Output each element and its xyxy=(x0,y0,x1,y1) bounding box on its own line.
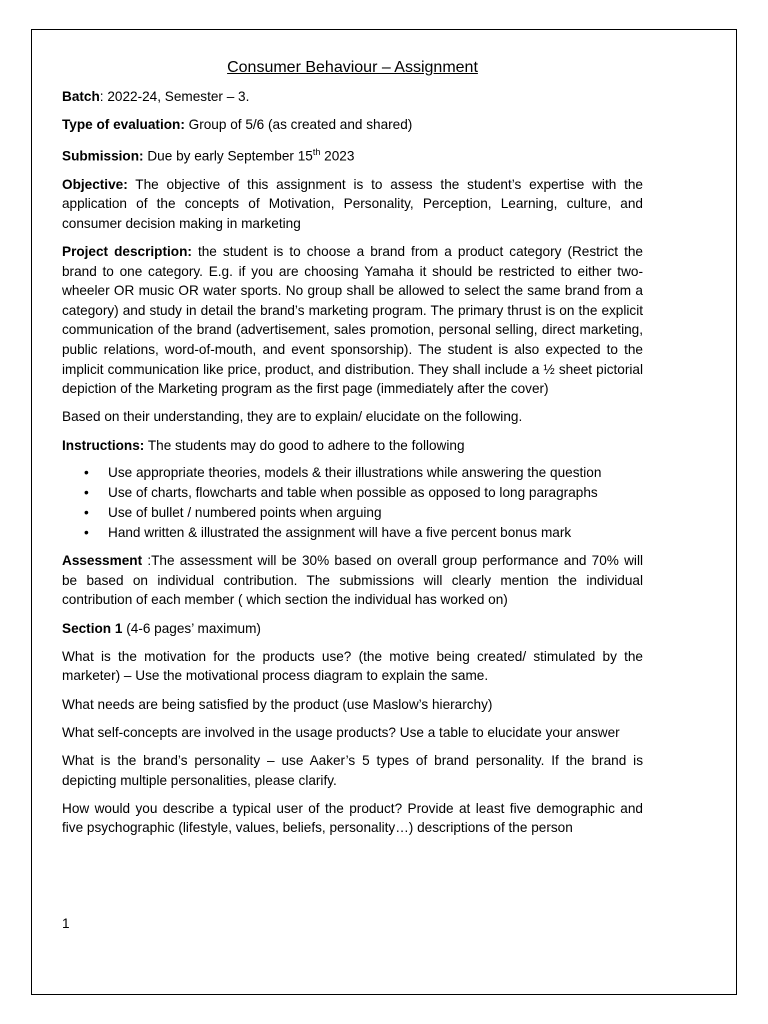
list-item-text: Use of bullet / numbered points when arguing xyxy=(108,505,382,521)
evaluation-line xyxy=(62,115,643,135)
page-number: 1 xyxy=(62,916,70,931)
list-item-text: Hand written & illustrated the assignment will have a five percent bonus mark xyxy=(108,525,572,541)
evaluation-value: Group of 5/6 (as created and shared) xyxy=(184,116,413,132)
bullet-icon: • xyxy=(84,505,89,521)
batch-line xyxy=(62,87,643,107)
list-item xyxy=(62,503,643,523)
assessment-label: Assessment xyxy=(62,553,143,569)
question-paragraph: What needs are being satisfied by the product (use Maslow’s hierarchy) xyxy=(62,696,493,712)
submission-label: Submission: xyxy=(62,148,144,164)
objective-text: The objective of this assignment is to assess the student’s expertise with the application of the concepts of Motivation, Personality, Perception, Learning, culture, and consumer decision making in marketing xyxy=(62,176,643,231)
batch-value: : 2022-24, Semester – 3. xyxy=(99,88,250,104)
question-paragraph: What is the motivation for the products use? (the motive being created/ stimulated by the marketer) – Use the motivational process diagram to explain the same. xyxy=(62,648,643,684)
bullet-icon: • xyxy=(84,525,89,541)
evaluation-label: Type of evaluation: xyxy=(62,116,185,132)
instructions-text: The students may do good to adhere to the following xyxy=(144,437,465,453)
list-item xyxy=(62,463,643,483)
submission-value: Due by early September 15 xyxy=(143,148,313,164)
understanding-paragraph: Based on their understanding, they are to explain/ elucidate on the following. xyxy=(62,409,523,425)
bullet-icon: • xyxy=(84,485,89,501)
list-item xyxy=(62,483,643,503)
objective-label: Objective: xyxy=(62,176,128,192)
list-item xyxy=(62,523,643,543)
question-paragraph: How would you describe a typical user of the product? Provide at least five demographic and five psychographic (lifestyle, values, beliefs, personality…) descriptions of the person xyxy=(62,800,643,836)
assessment-text: :The assessment will be 30% based on overall group performance and 70% will be based on individual contribution. The submissions will clearly mention the individual contribution of each member ( which section the individual has worked on) xyxy=(62,553,643,608)
objective-paragraph xyxy=(62,175,643,234)
list-item-text: Use appropriate theories, models & their illustrations while answering the question xyxy=(108,465,602,481)
list-item-text: Use of charts, flowcharts and table when possible as opposed to long paragraphs xyxy=(108,485,598,501)
instruction-list xyxy=(62,459,643,543)
instructions-label: Instructions: xyxy=(62,437,145,453)
batch-label: Batch xyxy=(62,88,100,104)
bullet-icon: • xyxy=(84,465,89,481)
submission-line xyxy=(62,143,643,166)
project-label: Project description: xyxy=(62,244,192,260)
instructions-line xyxy=(62,436,643,456)
question-paragraph: What self-concepts are involved in the usage products? Use a table to elucidate your answer xyxy=(62,724,620,740)
project-paragraph xyxy=(62,242,643,399)
document-title: Consumer Behaviour – Assignment xyxy=(227,59,478,76)
section1-text: (4-6 pages’ maximum) xyxy=(122,620,261,636)
submission-sup: th xyxy=(312,146,321,157)
question-paragraph: What is the brand’s personality – use Aaker’s 5 types of brand personality. If the brand is depicting multiple personalities, please clarify. xyxy=(62,752,643,788)
section1-heading xyxy=(62,619,643,639)
document-body xyxy=(62,58,643,846)
assessment-paragraph xyxy=(62,551,643,610)
project-text: the student is to choose a brand from a product category (Restrict the brand to one category. E.g. if you are choosing Yamaha it should be restricted to either two-wheeler OR music OR water sports. No group shall be allowed to select the same brand from a category) and study in detail the brand’s marketing program. The primary thrust is on the explicit communication of the brand (advertisement, sales promotion, personal selling, direct marketing, public relations, word-of-mouth, and event sponsorship). The student is also expected to the implicit communication like price, product, and distribution. They shall include a ½ sheet pictorial depiction of the Marketing program as the first page (immediately after the cover) xyxy=(62,244,643,397)
section1-label: Section 1 xyxy=(62,620,123,636)
submission-year: 2023 xyxy=(320,148,355,164)
